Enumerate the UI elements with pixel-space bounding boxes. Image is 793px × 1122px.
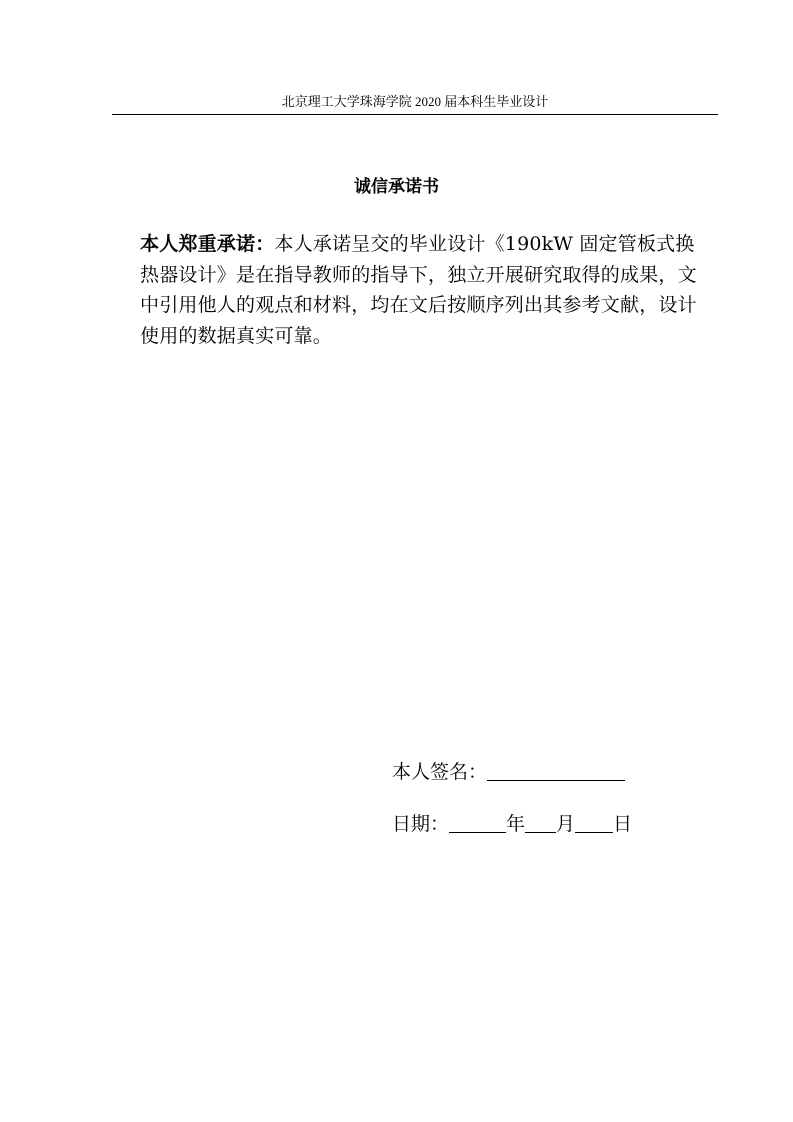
page-header-text: 北京理工大学珠海学院 2020 届本科生毕业设计	[281, 94, 549, 109]
signature-label: 本人签名：	[392, 761, 488, 783]
pledge-paragraph	[140, 229, 700, 351]
pledge-text: 本人承诺呈交的毕业设计《190kW 固定管板式换热器设计》是在指导教师的指导下，独立开展研究取得的成果，文中引用他人的观点和材料，均在文后按顺序列出其参考文献，设计使用的数据真实可靠。	[140, 233, 697, 347]
date-month-blank	[525, 811, 556, 833]
date-day-blank	[575, 811, 613, 833]
pledge-lead: 本人郑重承诺：	[140, 233, 275, 255]
date-month-unit: 月	[556, 813, 576, 835]
date-year-unit: 年	[506, 813, 526, 835]
page-header	[112, 94, 718, 115]
date-year-blank	[449, 811, 506, 833]
date-line	[392, 811, 632, 837]
signature-line	[392, 759, 625, 785]
signature-blank	[487, 759, 625, 781]
date-label: 日期：	[392, 813, 450, 835]
document-title: 诚信承诺书	[354, 177, 439, 197]
date-day-unit: 日	[613, 813, 633, 835]
